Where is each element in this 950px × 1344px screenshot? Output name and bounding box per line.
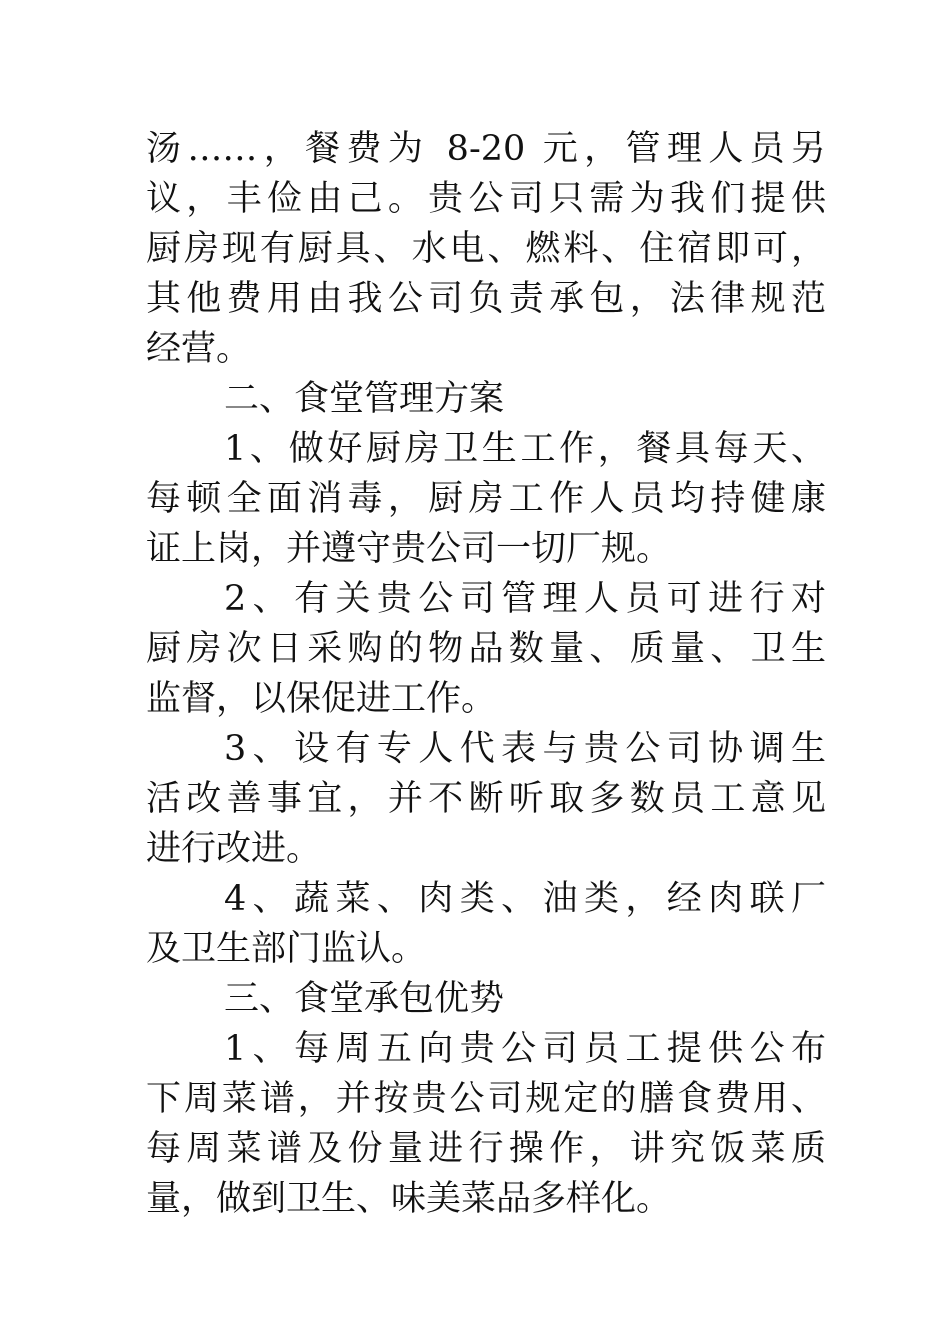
text-line: 活改善事宜，并不断听取多数员工意见 <box>146 779 826 819</box>
text-line: 及卫生部门监认。 <box>146 929 427 969</box>
text-line: 下周菜谱，并按贵公司规定的膳食费用、 <box>146 1079 826 1119</box>
text-line: 厨房次日采购的物品数量、质量、卫生 <box>146 629 826 669</box>
text-line: 3、设有专人代表与贵公司协调生 <box>224 729 826 769</box>
text-line: 1、每周五向贵公司员工提供公布 <box>224 1029 826 1069</box>
text-line: 证上岗，并遵守贵公司一切厂规。 <box>146 529 672 569</box>
text-line: 量，做到卫生、味美菜品多样化。 <box>146 1179 672 1219</box>
section-heading: 三、食堂承包优势 <box>224 979 505 1019</box>
text-line: 经营。 <box>146 329 252 369</box>
text-line: 2、有关贵公司管理人员可进行对 <box>224 579 826 619</box>
text-line: 4、蔬菜、肉类、油类，经肉联厂 <box>224 879 826 919</box>
text-line: 议，丰俭由己。贵公司只需为我们提供 <box>146 179 826 219</box>
text-line: 进行改进。 <box>146 829 322 869</box>
text-line: 每顿全面消毒，厨房工作人员均持健康 <box>146 479 826 519</box>
text-line: 其他费用由我公司负责承包，法律规范 <box>146 279 826 319</box>
text-line: 厨房现有厨具、水电、燃料、住宿即可， <box>146 229 826 269</box>
text-line: 监督，以保促进工作。 <box>146 679 497 719</box>
section-heading: 二、食堂管理方案 <box>224 379 505 419</box>
text-line: 汤……，餐费为 8-20 元，管理人员另 <box>146 129 826 169</box>
body-text <box>146 124 826 1224</box>
text-line: 每周菜谱及份量进行操作，讲究饭菜质 <box>146 1129 826 1169</box>
text-line: 1、做好厨房卫生工作，餐具每天、 <box>224 429 826 469</box>
